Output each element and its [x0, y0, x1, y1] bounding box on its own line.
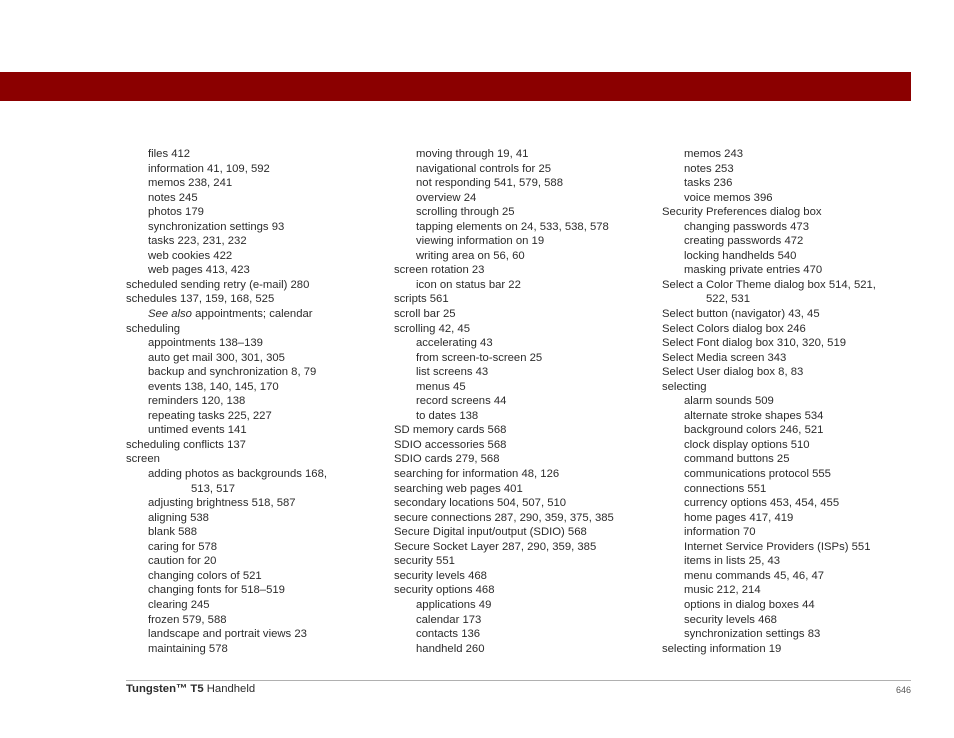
- index-entry-text: not responding 541, 579, 588: [416, 177, 563, 190]
- index-entry-text: clock display options 510: [684, 438, 810, 451]
- index-entry-text: selecting: [662, 380, 707, 393]
- index-subentry: [126, 583, 372, 598]
- index-entry-text: items in lists 25, 43: [684, 555, 781, 568]
- index-entry-text: schedules 137, 159, 168, 525: [126, 293, 275, 306]
- index-entry-text: scheduled sending retry (e-mail) 280: [126, 278, 310, 291]
- index-entry-text: currency options 453, 454, 455: [684, 497, 840, 510]
- index-entry-text: creating passwords 472: [684, 235, 804, 248]
- index-subentry: [394, 380, 644, 395]
- index-entry: [662, 307, 912, 322]
- index-entry-text: Select Colors dialog box 246: [662, 322, 806, 335]
- index-subentry: [126, 627, 372, 642]
- index-entry-text: SD memory cards 568: [394, 424, 507, 437]
- index-entry-text: background colors 246, 521: [684, 424, 824, 437]
- index-entry-text: handheld 260: [416, 642, 485, 655]
- index-entry-text: changing colors of 521: [148, 569, 262, 582]
- index-entry-text: synchronization settings 93: [148, 220, 285, 233]
- index-entry-text: from screen-to-screen 25: [416, 351, 543, 364]
- index-entry-text: applications 49: [416, 598, 492, 611]
- index-entry-text: scheduling: [126, 322, 181, 335]
- index-subentry: [126, 394, 372, 409]
- index-subentry: [394, 394, 644, 409]
- index-entry-text: alarm sounds 509: [684, 395, 774, 408]
- index-subentry: [126, 423, 372, 438]
- index-entry-text: landscape and portrait views 23: [148, 628, 307, 641]
- index-subentry: [394, 351, 644, 366]
- index-entry-text: security options 468: [394, 584, 495, 597]
- index-subentry: [126, 598, 372, 613]
- index-entry: [126, 322, 372, 337]
- index-subentry: [126, 642, 372, 657]
- index-entry-text: reminders 120, 138: [148, 395, 246, 408]
- index-entry: [662, 336, 912, 351]
- index-entry-text: communications protocol 555: [684, 468, 831, 481]
- index-entry: [662, 205, 912, 220]
- index-entry-text: SDIO cards 279, 568: [394, 453, 500, 466]
- index-subentry: [394, 234, 644, 249]
- index-entry-text: security levels 468: [394, 569, 487, 582]
- index-entry-text: adding photos as backgrounds 168,: [148, 468, 328, 481]
- index-entry: [394, 307, 644, 322]
- index-entry-text: memos 243: [684, 148, 744, 160]
- index-subentry: [662, 249, 912, 264]
- index-entry-text: backup and synchronization 8, 79: [148, 366, 317, 379]
- index-subentry: [126, 613, 372, 628]
- index-subentry: [394, 613, 644, 628]
- index-entry-text: locking handhelds 540: [684, 249, 797, 262]
- index-entry-text: Select Media screen 343: [662, 351, 787, 364]
- index-subentry: [394, 278, 644, 293]
- index-subentry: [662, 220, 912, 235]
- index-entry: [662, 278, 912, 293]
- index-subentry: [662, 191, 912, 206]
- index-subentry: [394, 365, 644, 380]
- index-entry-text: Security Preferences dialog box: [662, 206, 822, 219]
- index-subentry: [662, 263, 912, 278]
- index-entry-text: viewing information on 19: [416, 235, 545, 248]
- index-entry-text: screen: [126, 453, 160, 466]
- footer-product-name: Tungsten™ T5: [126, 683, 204, 695]
- index-entry-text: caring for 578: [148, 540, 218, 553]
- index-subentry: [662, 627, 912, 642]
- index-entry-text: selecting information 19: [662, 642, 782, 655]
- index-entry-text: 522, 531: [706, 293, 750, 306]
- index-entry-text: repeating tasks 225, 227: [148, 409, 272, 422]
- index-entry-text: information 41, 109, 592: [148, 162, 270, 175]
- index-subentry: [662, 598, 912, 613]
- index-subentry: [126, 191, 372, 206]
- index-subentry: [126, 467, 372, 482]
- index-subentry: [126, 249, 372, 264]
- index-entry-text: information 70: [684, 526, 756, 539]
- index-entry-text: appointments 138–139: [148, 337, 263, 350]
- index-entry-text: menus 45: [416, 380, 466, 393]
- index-entry-text: web pages 413, 423: [148, 264, 250, 277]
- index-entry-text: music 212, 214: [684, 584, 761, 597]
- index-subentry: [662, 569, 912, 584]
- index-entry: [662, 322, 912, 337]
- index-column-2: [394, 147, 644, 656]
- index-subentry: [126, 409, 372, 424]
- index-subentry: [662, 525, 912, 540]
- index-subentry: [394, 205, 644, 220]
- index-entry: [394, 423, 644, 438]
- index-entry: [394, 482, 644, 497]
- header-banner: [0, 72, 911, 101]
- index-subentry: [662, 147, 912, 162]
- index-entry-text: memos 238, 241: [148, 177, 233, 190]
- index-entry-text: list screens 43: [416, 366, 489, 379]
- index-entry-text: synchronization settings 83: [684, 628, 821, 641]
- index-entry-text: Select a Color Theme dialog box 514, 521,: [662, 278, 876, 291]
- index-entry-text: security 551: [394, 555, 455, 568]
- index-entry-text: clearing 245: [148, 598, 210, 611]
- index-entry: [394, 322, 644, 337]
- index-entry-text: changing passwords 473: [684, 220, 809, 233]
- index-entry-text: menu commands 45, 46, 47: [684, 569, 825, 582]
- index-entry: [394, 569, 644, 584]
- index-entry: [662, 365, 912, 380]
- index-entry-text: tapping elements on 24, 533, 538, 578: [416, 220, 609, 233]
- footer-product: [126, 683, 255, 695]
- index-subentry: [662, 176, 912, 191]
- index-subentry: [662, 511, 912, 526]
- index-entry-text: photos 179: [148, 206, 204, 219]
- index-entry-text: voice memos 396: [684, 191, 773, 204]
- index-entry-text: options in dialog boxes 44: [684, 598, 815, 611]
- index-entry: [394, 263, 644, 278]
- index-entry-text: moving through 19, 41: [416, 148, 529, 160]
- index-subentry: [394, 598, 644, 613]
- index-subentry: [394, 191, 644, 206]
- index-entry-text: contacts 136: [416, 628, 481, 641]
- index-column-3: [662, 147, 912, 656]
- index-subentry: [662, 292, 912, 307]
- cross-reference-label: See also: [148, 308, 192, 321]
- index-entry-text: caution for 20: [148, 555, 217, 568]
- index-entry-text: tasks 223, 231, 232: [148, 235, 247, 248]
- index-entry-text: auto get mail 300, 301, 305: [148, 351, 285, 364]
- index-subentry: [662, 540, 912, 555]
- index-entry-text: notes 245: [148, 191, 198, 204]
- index-entry: [394, 467, 644, 482]
- index-entry-text: maintaining 578: [148, 642, 228, 655]
- index-subentry: [126, 162, 372, 177]
- index-subentry: [126, 205, 372, 220]
- index-entry-text: to dates 138: [416, 409, 479, 422]
- index-entry-text: files 412: [148, 148, 191, 160]
- index-entry-text: 513, 517: [191, 482, 235, 495]
- index-entry-text: accelerating 43: [416, 337, 493, 350]
- index-entry-text: aligning 538: [148, 511, 209, 524]
- index-entry-text: frozen 579, 588: [148, 613, 227, 626]
- index-entry-text: scrolling 42, 45: [394, 322, 470, 335]
- index-entry: [662, 642, 912, 657]
- index-entry-text: adjusting brightness 518, 587: [148, 497, 296, 510]
- index-subentry: [662, 482, 912, 497]
- index-subentry: [126, 147, 372, 162]
- index-subentry: [662, 394, 912, 409]
- index-column-1: [126, 147, 372, 656]
- index-entry-text: Select button (navigator) 43, 45: [662, 308, 820, 321]
- index-entry-text: Secure Digital input/output (SDIO) 568: [394, 526, 587, 539]
- index-entry-text: navigational controls for 25: [416, 162, 552, 175]
- index-entry-text: changing fonts for 518–519: [148, 584, 285, 597]
- index-entry-text: writing area on 56, 60: [416, 249, 525, 262]
- index-entry: [126, 438, 372, 453]
- index-subentry: [126, 540, 372, 555]
- index-entry-text: web cookies 422: [148, 249, 233, 262]
- index-entry-text: record screens 44: [416, 395, 507, 408]
- index-subentry: [394, 147, 644, 162]
- index-subentry: [662, 438, 912, 453]
- index-subentry: [126, 336, 372, 351]
- index-subentry: [126, 554, 372, 569]
- index-entry: [394, 583, 644, 598]
- index-entry: [394, 540, 644, 555]
- index-subentry: [394, 249, 644, 264]
- index-entry-text: notes 253: [684, 162, 734, 175]
- index-subentry: [662, 613, 912, 628]
- index-entry: [126, 278, 372, 293]
- index-entry-text: calendar 173: [416, 613, 482, 626]
- index-entry: [662, 351, 912, 366]
- index-entry-text: icon on status bar 22: [416, 278, 521, 291]
- index-subentry: [126, 220, 372, 235]
- page-number: 646: [895, 685, 911, 695]
- index-subentry: [662, 409, 912, 424]
- index-subentry: [126, 525, 372, 540]
- index-entry-text: appointments; calendar: [191, 308, 313, 321]
- index-entry-text: scheduling conflicts 137: [126, 438, 246, 451]
- index-subentry: [126, 482, 372, 497]
- index-subentry: [126, 307, 372, 322]
- index-entry: [662, 380, 912, 395]
- index-entry-text: blank 588: [148, 526, 197, 539]
- index-entry-text: secondary locations 504, 507, 510: [394, 497, 567, 510]
- index-entry-text: untimed events 141: [148, 424, 247, 437]
- index-subentry: [394, 220, 644, 235]
- index-entry-text: masking private entries 470: [684, 264, 823, 277]
- index-entry-text: Internet Service Providers (ISPs) 551: [684, 540, 871, 553]
- index-subentry: [126, 380, 372, 395]
- index-entry-text: command buttons 25: [684, 453, 790, 466]
- index-entry-text: Select User dialog box 8, 83: [662, 366, 804, 379]
- index-entry-text: scroll bar 25: [394, 308, 456, 321]
- index-entry: [394, 438, 644, 453]
- index-entry-text: connections 551: [684, 482, 767, 495]
- index-entry-text: SDIO accessories 568: [394, 438, 507, 451]
- index-entry: [126, 292, 372, 307]
- index-subentry: [126, 351, 372, 366]
- index-subentry: [126, 263, 372, 278]
- index-entry: [126, 452, 372, 467]
- index-entry: [394, 525, 644, 540]
- index-entry: [394, 511, 644, 526]
- index-subentry: [662, 583, 912, 598]
- index-entry-text: Select Font dialog box 310, 320, 519: [662, 337, 847, 350]
- index-entry-text: security levels 468: [684, 613, 777, 626]
- index-subentry: [126, 176, 372, 191]
- index-entry-text: overview 24: [416, 191, 477, 204]
- index-subentry: [394, 642, 644, 657]
- footer-product-suffix: Handheld: [203, 683, 256, 695]
- index-entry-text: Secure Socket Layer 287, 290, 359, 385: [394, 540, 597, 553]
- index-subentry: [662, 423, 912, 438]
- index-subentry: [394, 176, 644, 191]
- index-entry: [394, 496, 644, 511]
- index-subentry: [394, 162, 644, 177]
- index-subentry: [126, 511, 372, 526]
- index-subentry: [662, 162, 912, 177]
- index-entry-text: screen rotation 23: [394, 264, 485, 277]
- index-subentry: [394, 409, 644, 424]
- footer-rule: [126, 680, 911, 681]
- index-subentry: [662, 234, 912, 249]
- index-subentry: [126, 365, 372, 380]
- index-subentry: [394, 336, 644, 351]
- index-entry: [394, 452, 644, 467]
- index-subentry: [662, 496, 912, 511]
- index-subentry: [662, 467, 912, 482]
- index-entry: [394, 292, 644, 307]
- index-subentry: [126, 496, 372, 511]
- index-entry-text: home pages 417, 419: [684, 511, 794, 524]
- index-entry: [394, 554, 644, 569]
- index-entry-text: secure connections 287, 290, 359, 375, 385: [394, 511, 614, 524]
- index-subentry: [662, 554, 912, 569]
- index-entry-text: tasks 236: [684, 177, 733, 190]
- index-entry-text: searching for information 48, 126: [394, 468, 560, 481]
- index-entry-text: scripts 561: [394, 293, 449, 306]
- index-subentry: [394, 627, 644, 642]
- index-subentry: [126, 234, 372, 249]
- index-entry-text: scrolling through 25: [416, 206, 515, 219]
- index-subentry: [662, 452, 912, 467]
- index-entry-text: searching web pages 401: [394, 482, 523, 495]
- index-subentry: [126, 569, 372, 584]
- index-entry-text: alternate stroke shapes 534: [684, 409, 824, 422]
- index-entry-text: events 138, 140, 145, 170: [148, 380, 279, 393]
